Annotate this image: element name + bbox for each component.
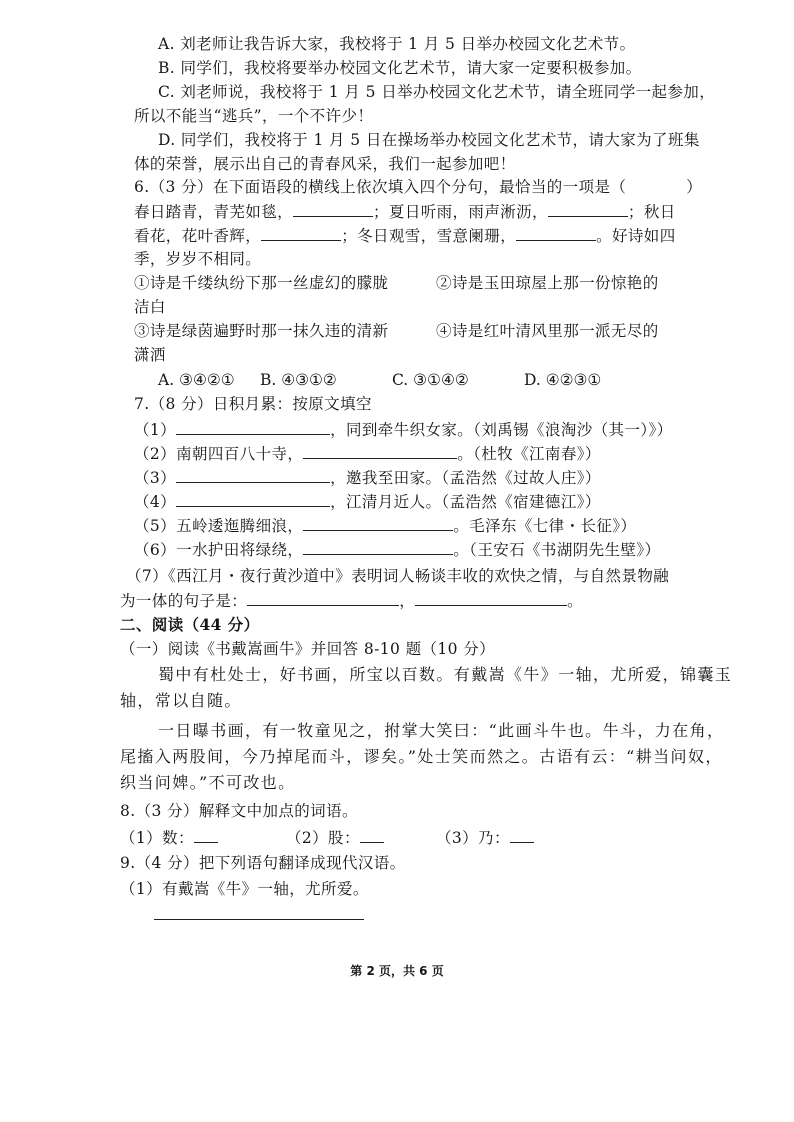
page-footer: 第 2 页，共 6 页	[350, 964, 444, 978]
q7-item-6: （6）一水护田将绿绕， 。（王安石《书湖阴先生壁》）	[134, 538, 660, 561]
q8-blank-3[interactable]	[510, 826, 534, 843]
q6-stem	[134, 176, 702, 198]
q6-sentence-2-cont: 洁白	[134, 298, 166, 316]
section-2-title: 二、阅读（44 分）	[120, 615, 260, 634]
passage-para2-line1: 一日曝书画，有一牧童见之，拊掌大笑曰：“此画斗牛也。牛斗，力在角，	[158, 721, 725, 740]
q5-option-c-line1: C. 刘老师说，我校将于 1 月 5 日举办校园文化艺术节，请全班同学一起参加，	[158, 83, 716, 101]
reading-1-subtitle: （一）阅读《书戴嵩画牛》并回答 8-10 题（10 分）	[120, 640, 496, 658]
q6-choice-b[interactable]: B. ④③①②	[260, 371, 337, 389]
q7-blank-5[interactable]	[303, 514, 453, 531]
q7-item-1: （1） ，同到牵牛织女家。（刘禹锡《浪淘沙（其一）》）	[134, 418, 673, 441]
q6-sentence-3: ③诗是绿茵遍野时那一抹久违的清新	[134, 322, 389, 340]
q5-option-c-line2: 所以不能当“逃兵”，一个不许少！	[134, 107, 374, 125]
q6-p2b: ；冬日观雪，雪意阑珊，	[341, 227, 517, 245]
q7-item-3: （3） ，邀我至田家。（孟浩然《过故人庄》）	[134, 466, 601, 489]
q6-choice-d[interactable]: D. ④②③①	[524, 371, 602, 389]
q5-option-d-line1: D. 同学们，我校将于 1 月 5 日在操场举办校园文化艺术节，请大家为了班集	[158, 131, 700, 149]
q6-sentence-4-cont: 潇洒	[134, 346, 166, 364]
passage-para1-line2: 轴，常以自随。	[120, 691, 242, 710]
q6-blank-3[interactable]	[261, 224, 341, 241]
q8-item-1: （1）数：	[120, 826, 218, 849]
q8-blank-1[interactable]	[194, 826, 218, 843]
passage-para2-line3: 织当问婢。”不可改也。	[120, 773, 296, 792]
q7-item-7-line2: 为一体的句子是： ， 。	[120, 589, 583, 612]
q6-passage-line2	[134, 224, 676, 247]
q9-item-1: （1）有戴嵩《牛》一轴，尤所爱。	[120, 880, 369, 898]
q7-blank-1[interactable]	[176, 418, 330, 435]
q6-passage-line3: 季，岁岁不相同。	[134, 250, 262, 268]
q7-blank-3[interactable]	[176, 466, 330, 483]
q9-answer-line[interactable]	[154, 919, 364, 920]
q6-p1c: ；秋日	[627, 203, 676, 221]
q5-option-d-line2: 体的荣誉，展示出自己的青春风采，我们一起参加吧！	[134, 155, 516, 173]
q6-blank-4[interactable]	[516, 224, 596, 241]
q6-blank-1[interactable]	[293, 200, 373, 217]
q6-p2a: 看花，花叶香辉，	[134, 227, 262, 245]
q6-p2c: 。好诗如四	[596, 227, 676, 245]
q5-option-b: B. 同学们，我校将要举办校园文化艺术节，请大家一定要积极参加。	[158, 59, 642, 77]
q6-p1a: 春日踏青，青芜如毯，	[134, 203, 294, 221]
q6-choice-a[interactable]: A. ③④②①	[158, 371, 235, 389]
q7-blank-7a[interactable]	[247, 589, 399, 606]
q6-sentence-2: ②诗是玉田琼屋上那一份惊艳的	[436, 274, 659, 292]
q7-item-4: （4） ，江清月近人。（孟浩然《宿建德江》）	[134, 490, 601, 513]
q6-sentence-1: ①诗是千缕纨纷下那一丝虚幻的朦胧	[134, 274, 389, 292]
q6-blank-2[interactable]	[548, 200, 628, 217]
q5-option-a: A. 刘老师让我告诉大家，我校将于 1 月 5 日举办校园文化艺术节。	[158, 35, 636, 53]
q7-blank-6[interactable]	[303, 538, 453, 555]
q7-blank-7b[interactable]	[415, 589, 567, 606]
q8-item-3: （3）乃：	[436, 826, 534, 849]
q6-sentence-4: ④诗是红叶清风里那一派无尽的	[436, 322, 659, 340]
q7-blank-2[interactable]	[303, 442, 457, 459]
q6-passage-line1	[134, 200, 676, 223]
q7-blank-4[interactable]	[176, 490, 330, 507]
passage-para1-line1: 蜀中有杜处士，好书画，所宝以百数。有戴嵩《牛》一轴，尤所爱，锦囊玉	[158, 665, 733, 684]
q6-paren-close: ）	[686, 178, 703, 196]
q7-item-7-line1: （7）《西江月・夜行黄沙道中》表明词人畅谈丰收的欢快之情，与自然景物融	[126, 567, 670, 585]
q8-blank-2[interactable]	[360, 826, 384, 843]
q8-item-2: （2）股：	[286, 826, 384, 849]
q7-item-5: （5）五岭逶迤腾细浪， 。毛泽东《七律・长征》）	[134, 514, 636, 537]
q9-stem: 9.（4 分）把下列语句翻译成现代汉语。	[120, 854, 406, 872]
q6-p1b: ；夏日听雨，雨声淅沥，	[373, 203, 548, 221]
q6-stem-text: 6.（3 分）在下面语段的横线上依次填入四个分句，最恰当的一项是（	[134, 178, 627, 196]
q7-item-2: （2）南朝四百八十寺， 。（杜牧《江南春》）	[134, 442, 601, 465]
passage-para2-line2: 尾搐入两股间，今乃掉尾而斗，谬矣。”处士笑而然之。古语有云：“耕当问奴，	[120, 747, 723, 766]
q7-stem: 7.（8 分）日积月累：按原文填空	[134, 395, 372, 413]
q8-stem: 8.（3 分）解释文中加点的词语。	[120, 802, 358, 820]
q6-choice-c[interactable]: C. ③①④②	[392, 371, 469, 389]
